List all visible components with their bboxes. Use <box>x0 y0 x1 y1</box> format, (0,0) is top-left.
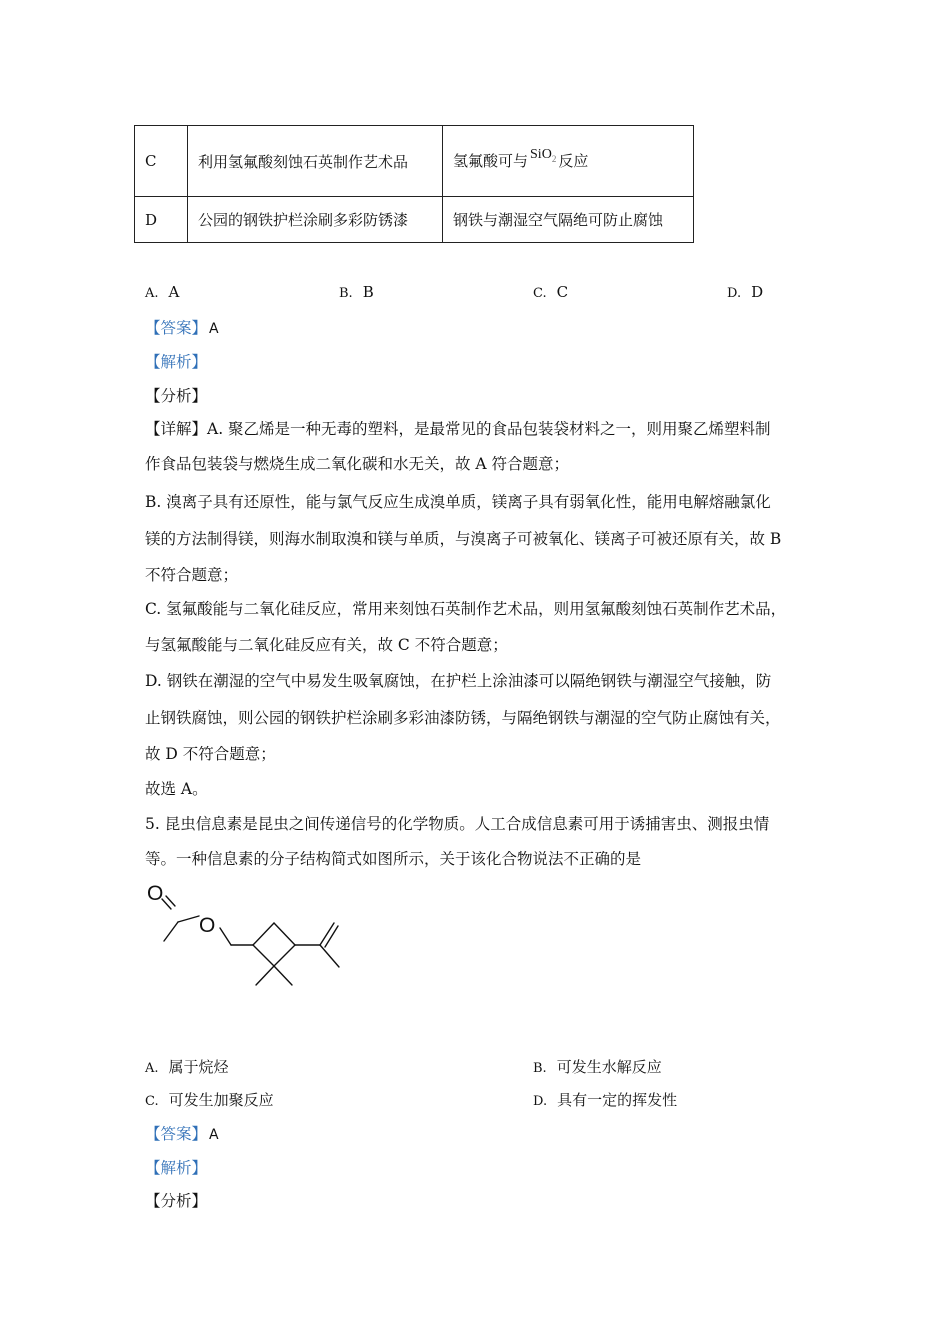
detail-line: 止钢铁腐蚀，则公园的钢铁护栏涂刷多彩油漆防锈，与隔绝钢铁与潮湿的空气防止腐蚀有关， <box>145 709 781 727</box>
detail-line: 镁的方法制得镁，则海水制取溴和镁与单质，与溴离子可被氧化、镁离子可被还原有关，故 B <box>145 530 782 548</box>
q4-option-a: A. A <box>145 283 180 301</box>
q4-option-b: B. B <box>339 283 374 301</box>
detail-line: C. 氢氟酸能与二氧化硅反应，常用来刻蚀石英制作艺术品，则用氢氟酸刻蚀石英制作艺术品， <box>145 600 787 618</box>
row-reason: 钢铁与潮湿空气隔绝可防止腐蚀 <box>443 197 694 243</box>
row-practice: 公园的钢铁护栏涂刷多彩防锈漆 <box>188 197 443 243</box>
detail-line: 故 D 不符合题意； <box>145 745 276 763</box>
detail-line: D. 钢铁在潮湿的空气中易发生吸氧腐蚀，在护栏上涂油漆可以隔绝钢铁与潮湿空气接触，防 <box>145 672 772 690</box>
reason-text-tail: 反应 <box>558 152 589 171</box>
row-reason <box>443 126 694 197</box>
q5-stem-line: 5. 昆虫信息素是昆虫之间传递信号的化学物质。人工合成信息素可用于诱捕害虫、测报虫情 <box>145 815 770 833</box>
molecule-structure <box>140 878 360 998</box>
atom-o-ester: O <box>199 914 216 937</box>
q4-fenxi-tag: 【分析】 <box>145 387 208 405</box>
q4-option-c: C. C <box>533 283 569 301</box>
row-letter: D <box>135 197 188 243</box>
detail-line: B. 溴离子具有还原性，能与氯气反应生成溴单质，镁离子具有弱氧化性，能用电解熔融氯化 <box>145 493 771 511</box>
options-table <box>134 125 694 243</box>
row-letter: C <box>135 126 188 197</box>
q5-option-b: B. 可发生水解反应 <box>533 1058 662 1076</box>
q4-analysis-tag: 【解析】 <box>145 353 208 371</box>
detail-line: 故选 A。 <box>145 780 208 798</box>
table-row <box>135 126 694 197</box>
formula-sio2: SiO$_2$ <box>530 147 557 164</box>
q5-analysis-tag: 【解析】 <box>145 1159 208 1177</box>
q5-option-c: C. 可发生加聚反应 <box>145 1091 274 1109</box>
detail-line: 作食品包装袋与燃烧生成二氧化碳和水无关，故 A 符合题意； <box>145 455 570 473</box>
q4-option-d: D. D <box>727 283 764 301</box>
q5-fenxi-tag: 【分析】 <box>145 1192 208 1210</box>
q5-answer: 【答案】 A <box>145 1125 219 1143</box>
table-row <box>135 197 694 243</box>
q5-option-a: A. 属于烷烃 <box>145 1058 229 1076</box>
row-practice: 利用氢氟酸刻蚀石英制作艺术品 <box>188 126 443 197</box>
detail-line: 与氢氟酸能与二氧化硅反应有关，故 C 不符合题意； <box>145 636 508 654</box>
reason-text: 氢氟酸可与 <box>453 152 529 171</box>
q5-option-d: D. 具有一定的挥发性 <box>533 1091 678 1109</box>
detail-line: 不符合题意； <box>145 566 239 584</box>
q4-answer: 【答案】 A <box>145 319 219 337</box>
q5-stem-line: 等。一种信息素的分子结构简式如图所示，关于该化合物说法不正确的是 <box>145 850 642 868</box>
atom-o-carbonyl: O <box>147 882 164 905</box>
detail-line: 【详解】A. 聚乙烯是一种无毒的塑料，是最常见的食品包装袋材料之一，则用聚乙烯塑料制 <box>145 420 771 438</box>
